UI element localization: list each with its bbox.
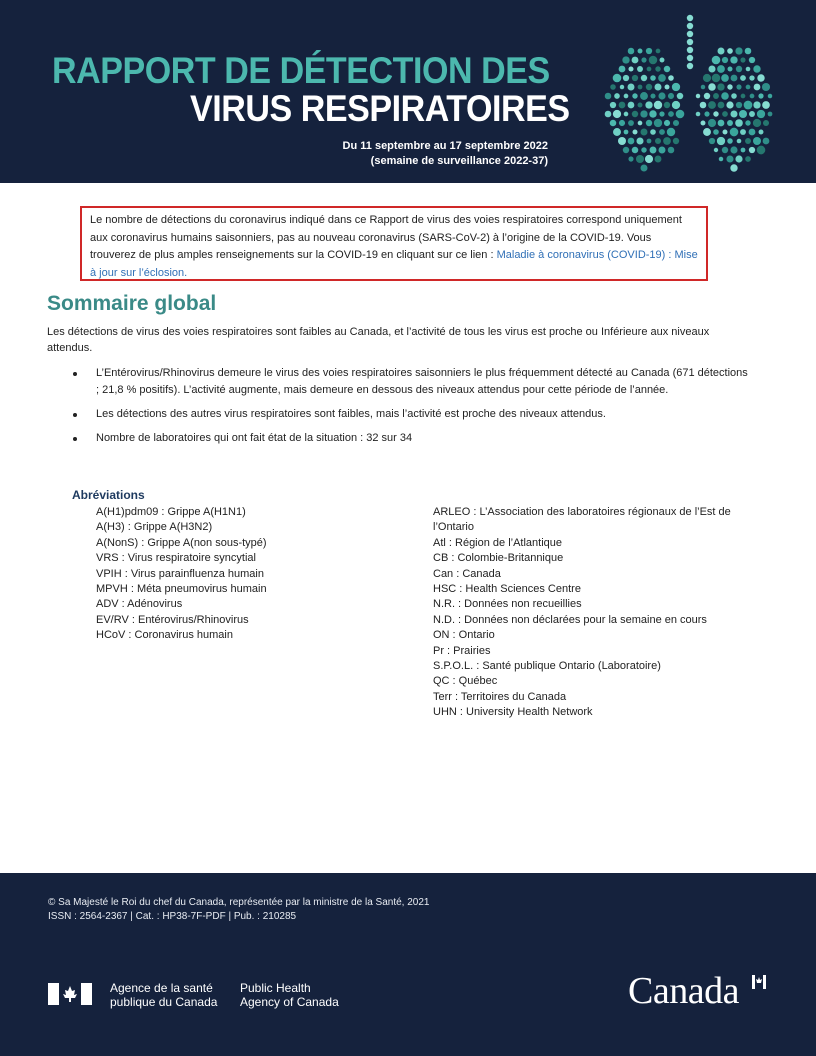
- report-title-line2: VIRUS RESPIRATOIRES: [190, 88, 570, 129]
- abbreviation-item: VRS : Virus respiratoire syncytial: [96, 552, 256, 565]
- section-heading-sommaire: Sommaire global: [47, 292, 217, 315]
- agency-en-line2: Agency of Canada: [240, 995, 339, 1009]
- abbreviation-item: Can : Canada: [433, 567, 501, 580]
- abbreviation-item: N.D. : Données non déclarées pour la semaine en cours: [433, 613, 707, 626]
- abbreviation-item: EV/RV : Entérovirus/Rhinovirus: [96, 613, 249, 626]
- abbreviation-item: A(NonS) : Grippe A(non sous-typé): [96, 536, 267, 549]
- abbreviation-item: A(H3) : Grippe A(H3N2): [96, 521, 213, 534]
- abbreviation-item: Pr : Prairies: [433, 644, 491, 657]
- abbreviation-item: S.P.O.L. : Santé publique Ontario (Laboratoire): [433, 660, 661, 673]
- issn-text: ISSN : 2564-2367 | Cat. : HP38-7F-PDF | Pub. : 210285: [48, 911, 297, 922]
- abbreviation-item: QC : Québec: [433, 675, 498, 688]
- report-dates: [343, 139, 548, 169]
- agency-name-fr: [110, 981, 217, 1009]
- agency-name-en: [240, 981, 339, 1009]
- covid-notice: [80, 206, 708, 281]
- abbreviation-item: N.R. : Données non recueillies: [433, 598, 582, 611]
- section-heading-abbreviations: Abréviations: [72, 488, 145, 502]
- abbreviation-item: UHN : University Health Network: [433, 706, 593, 719]
- abbreviation-item: Terr : Territoires du Canada: [433, 690, 567, 703]
- copyright-block: [48, 896, 429, 924]
- summary-bullet: L’Entérovirus/Rhinovirus demeure le virus des voies respiratoires saisonniers le plus fréquemment détecté au Canada (671 détections ; 21,8 % positifs). L’activité augmente, mais demeure en dessous des niveaux attendus pour cette période de l’année.: [70, 365, 752, 399]
- covid-update-link[interactable]: Maladie à coronavirus (COVID-19) : Mise à jour sur l’éclosion.: [90, 249, 698, 279]
- report-title-line1: RAPPORT DE DÉTECTION DES: [52, 50, 550, 91]
- abbreviation-item: MPVH : Méta pneumovirus humain: [96, 583, 267, 596]
- lungs-icon: [600, 12, 780, 174]
- summary-intro: Les détections de virus des voies respiratoires sont faibles au Canada, et l’activité de tous les virus est proche ou Inférieure aux niveaux attendus.: [47, 326, 710, 354]
- wordmark-flag-icon: [752, 975, 766, 989]
- agency-fr-line2: publique du Canada: [110, 995, 218, 1009]
- notice-text: Le nombre de détections du coronavirus indiqué dans ce Rapport de virus des voies respiratoires correspond uniquement aux coronavirus humains saisonniers, pas au nouveau coronavirus (SARS-CoV-2) à l’origine de la COVID-19. Vous trouverez de plus amples renseignements sur la COVID-19 en cliquant sur ce lien :: [90, 214, 682, 261]
- report-footer: [0, 873, 816, 1056]
- canada-wordmark: Canada: [628, 970, 739, 1012]
- canada-flag-icon: [48, 983, 92, 1005]
- abbreviations-right-list: [433, 505, 733, 721]
- abbreviation-item: A(H1)pdm09 : Grippe A(H1N1): [96, 506, 246, 518]
- summary-bullet: Les détections des autres virus respiratoires sont faibles, mais l’activité est proche des niveaux attendus.: [70, 406, 752, 423]
- summary-bullet: Nombre de laboratoires qui ont fait état de la situation : 32 sur 34: [70, 430, 752, 447]
- abbreviation-item: ADV : Adénovirus: [96, 598, 183, 611]
- abbreviation-item: HCoV : Coronavirus humain: [96, 629, 233, 642]
- report-header: [0, 0, 816, 183]
- agency-en-line1: Public Health: [240, 981, 311, 995]
- agency-fr-line1: Agence de la santé: [110, 981, 213, 995]
- abbreviation-item: ARLEO : L’Association des laboratoires régionaux de l’Est de l’Ontario: [433, 506, 731, 534]
- abbreviation-item: HSC : Health Sciences Centre: [433, 583, 581, 596]
- copyright-text: © Sa Majesté le Roi du chef du Canada, représentée par la ministre de la Santé, 2021: [48, 897, 430, 908]
- surveillance-week: (semaine de surveillance 2022-37): [370, 155, 548, 167]
- abbreviation-item: ON : Ontario: [433, 629, 495, 642]
- abbreviation-item: Atl : Région de l’Atlantique: [433, 536, 563, 549]
- abbreviation-item: VPIH : Virus parainfluenza humain: [96, 567, 264, 580]
- date-range: Du 11 septembre au 17 septembre 2022: [342, 140, 548, 152]
- summary-bullets: [70, 365, 752, 454]
- abbreviations-left-list: [96, 505, 396, 644]
- abbreviation-item: CB : Colombie-Britannique: [433, 552, 564, 565]
